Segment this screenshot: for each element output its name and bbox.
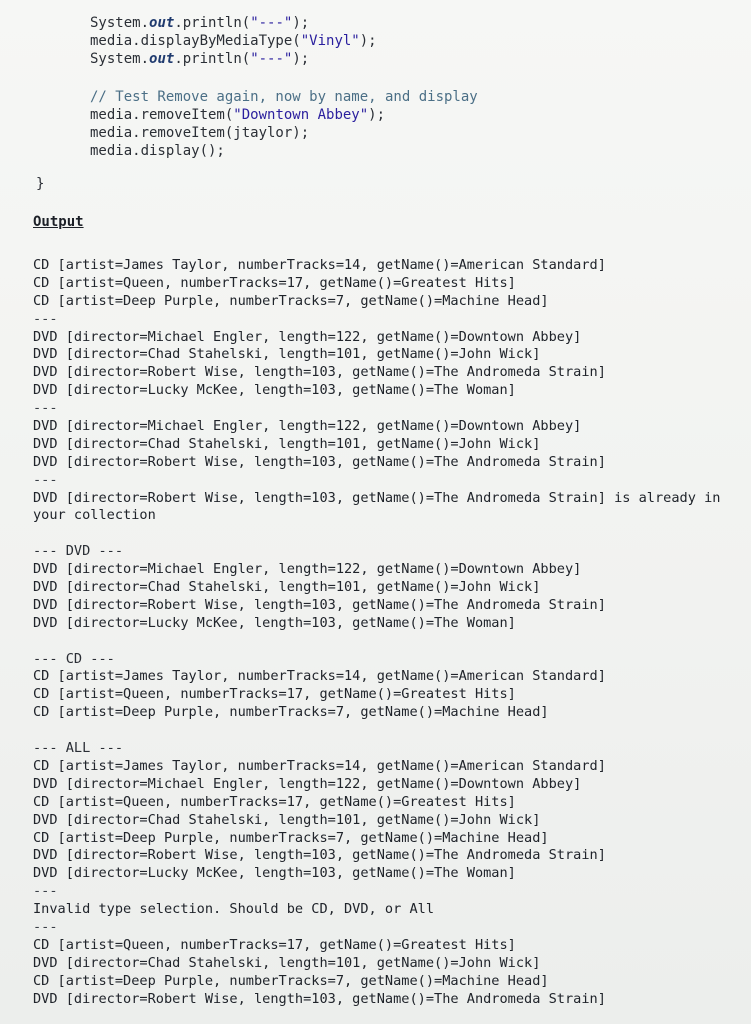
output-line: CD [artist=Deep Purple, numberTracks=7, getName()=Machine Head] — [33, 972, 549, 989]
output-line: DVD [director=Robert Wise, length=103, getName()=The Andromeda Strain] — [33, 596, 606, 613]
output-line: CD [artist=Deep Purple, numberTracks=7, getName()=Machine Head] — [33, 829, 549, 846]
code-listing — [90, 14, 478, 160]
output-line: CD [artist=James Taylor, numberTracks=14, getName()=American Standard] — [33, 668, 606, 685]
output-section-header: --- ALL --- — [33, 740, 124, 757]
output-line: DVD [director=Robert Wise, length=103, getName()=The Andromeda Strain] — [33, 364, 606, 381]
output-line: DVD [director=Chad Stahelski, length=101, getName()=John Wick] — [33, 811, 541, 828]
output-line: CD [artist=Queen, numberTracks=17, getName()=Greatest Hits] — [33, 793, 516, 810]
output-heading: Output — [33, 214, 84, 230]
keyword-out: out — [149, 15, 175, 31]
output-line: DVD [director=Robert Wise, length=103, getName()=The Andromeda Strain] is already in — [33, 489, 721, 506]
output-blank-line — [33, 525, 745, 543]
code-line: media.display(); — [90, 143, 225, 159]
output-line: your collection — [33, 507, 156, 524]
string-literal: "---" — [250, 15, 293, 31]
string-literal: "Vinyl" — [300, 33, 360, 49]
code-line: System.out.println("---"); — [90, 15, 310, 31]
output-line: DVD [director=Lucky McKee, length=103, getName()=The Woman] — [33, 865, 516, 882]
output-section-header: --- DVD --- — [33, 543, 124, 560]
output-blank-line — [33, 722, 745, 740]
output-line: DVD [director=Lucky McKee, length=103, getName()=The Woman] — [33, 614, 516, 631]
output-line: CD [artist=James Taylor, numberTracks=14, getName()=American Standard] — [33, 257, 606, 273]
output-line: DVD [director=Robert Wise, length=103, getName()=The Andromeda Strain] — [33, 990, 606, 1007]
output-separator: --- — [33, 310, 58, 327]
output-line: DVD [director=Robert Wise, length=103, getName()=The Andromeda Strain] — [33, 847, 606, 864]
code-line: media.displayByMediaType("Vinyl"); — [90, 33, 377, 49]
output-line: DVD [director=Michael Engler, length=122, getName()=Downtown Abbey] — [33, 418, 582, 435]
keyword-out: out — [149, 51, 175, 67]
code-line: media.removeItem(jtaylor); — [90, 125, 310, 141]
output-line: CD [artist=Queen, numberTracks=17, getName()=Greatest Hits] — [33, 274, 516, 291]
output-line: Invalid type selection. Should be CD, DVD, or All — [33, 901, 435, 918]
output-line: DVD [director=Michael Engler, length=122, getName()=Downtown Abbey] — [33, 561, 582, 578]
output-line: DVD [director=Robert Wise, length=103, getName()=The Andromeda Strain] — [33, 453, 606, 470]
output-line: CD [artist=Deep Purple, numberTracks=7, getName()=Machine Head] — [33, 704, 549, 721]
output-separator: --- — [33, 883, 58, 900]
output-line: DVD [director=Michael Engler, length=122, getName()=Downtown Abbey] — [33, 775, 582, 792]
output-separator: --- — [33, 400, 58, 417]
code-comment-line: // Test Remove again, now by name, and display — [90, 89, 478, 105]
output-separator: --- — [33, 918, 58, 935]
code-line: System.out.println("---"); — [90, 51, 310, 67]
output-line: DVD [director=Chad Stahelski, length=101, getName()=John Wick] — [33, 579, 541, 596]
output-separator: --- — [33, 471, 58, 488]
output-line: CD [artist=Queen, numberTracks=17, getName()=Greatest Hits] — [33, 936, 516, 953]
code-line — [90, 68, 478, 88]
closing-brace: } — [36, 176, 45, 192]
code-line: media.removeItem("Downtown Abbey"); — [90, 107, 386, 123]
string-literal: "---" — [250, 51, 293, 67]
output-line: DVD [director=Lucky McKee, length=103, getName()=The Woman] — [33, 382, 516, 399]
output-line: CD [artist=James Taylor, numberTracks=14, getName()=American Standard] — [33, 757, 606, 774]
string-literal: "Downtown Abbey" — [233, 107, 369, 123]
output-line: DVD [director=Chad Stahelski, length=101, getName()=John Wick] — [33, 346, 541, 363]
console-output — [33, 257, 745, 1008]
output-line: DVD [director=Michael Engler, length=122, getName()=Downtown Abbey] — [33, 328, 582, 345]
output-section-header: --- CD --- — [33, 650, 115, 667]
output-line: DVD [director=Chad Stahelski, length=101, getName()=John Wick] — [33, 435, 541, 452]
output-blank-line — [33, 633, 745, 651]
output-line: CD [artist=Queen, numberTracks=17, getName()=Greatest Hits] — [33, 686, 516, 703]
output-line: CD [artist=Deep Purple, numberTracks=7, getName()=Machine Head] — [33, 292, 549, 309]
output-line: DVD [director=Chad Stahelski, length=101, getName()=John Wick] — [33, 954, 541, 971]
